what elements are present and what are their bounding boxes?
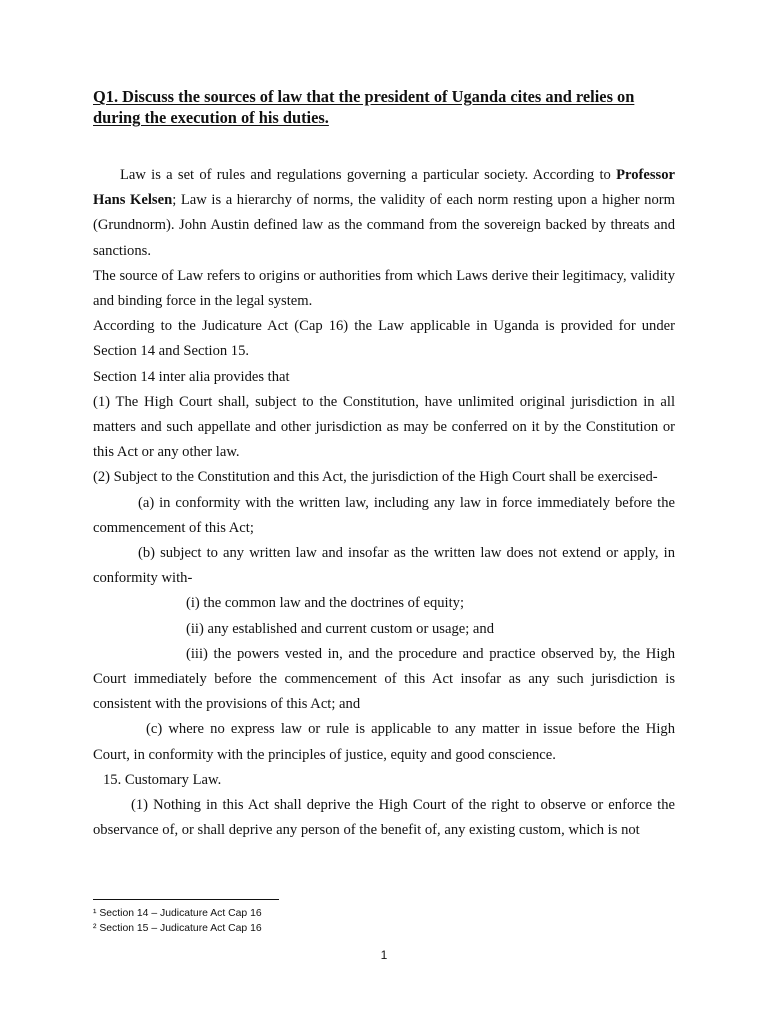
paragraph-text: ; Law is a hierarchy of norms, the validity of each norm resting upon a higher norm (Grundnorm). John Austin defined law as the command from the sovereign backed by threats and sanctions. (93, 192, 675, 259)
paragraph-clause-a: (a) in conformity with the written law, including any law in force immediately before the commencement of this Act; (93, 494, 675, 536)
paragraph-section-14-intro: Section 14 inter alia provides that (93, 368, 290, 385)
paragraph-section-15-1: (1) Nothing in this Act shall deprive the High Court of the right to observe or enforce the observance of, or shall deprive any person of the benefit of, any existing custom, which is not (93, 797, 675, 839)
list-item-ii: (ii) any established and current custom or usage; and (186, 620, 494, 637)
list-item-i: (i) the common law and the doctrines of equity; (186, 595, 465, 612)
paragraph-judicature-act: According to the Judicature Act (Cap 16) the Law applicable in Uganda is provided for under Section 14 and Section 15. (93, 318, 675, 360)
question-heading: Q1. Discuss the sources of law that the president of Uganda cites and relies on during the execution of his duties. (93, 87, 635, 127)
footnotes (93, 906, 493, 936)
paragraph-text: Law is a set of rules and regulations governing a particular society. According to (120, 167, 617, 183)
paragraph-subsection-2: (2) Subject to the Constitution and this Act, the jurisdiction of the High Court shall be exercised- (93, 469, 658, 486)
section-15-title: 15. Customary Law. (103, 771, 222, 788)
footnote-separator (93, 899, 279, 900)
page-number: 1 (380, 948, 388, 962)
footnote-1: ¹ Section 14 – Judicature Act Cap 16 (93, 908, 262, 919)
paragraph-source-of-law: The source of Law refers to origins or authorities from which Laws derive their legitimacy, validity and binding force in the legal system. (93, 267, 675, 310)
paragraph-law-definition (93, 163, 675, 264)
paragraph-clause-c: (c) where no express law or rule is applicable to any matter in issue before the High Court, in conformity with the principles of justice, equity and good conscience. (93, 721, 675, 763)
paragraph-subsection-1: (1) The High Court shall, subject to the Constitution, have unlimited original jurisdiction in all matters and such appellate and other jurisdiction as may be conferred on it by the Constitution or this Act or any other law. (93, 393, 675, 461)
footnote-2: ² Section 15 – Judicature Act Cap 16 (93, 923, 262, 934)
bold-name-kelsen: Professor Hans Kelsen (93, 167, 675, 209)
list-item-iii: (iii) the powers vested in, and the procedure and practice observed by, the High Court immediately before the commencement of this Act insofar as any such jurisdiction is consistent with the provisions of this Act; and (93, 645, 675, 713)
paragraph-clause-b: (b) subject to any written law and insofar as the written law does not extend or apply, in conformity with- (93, 545, 675, 587)
document-body (93, 163, 675, 843)
